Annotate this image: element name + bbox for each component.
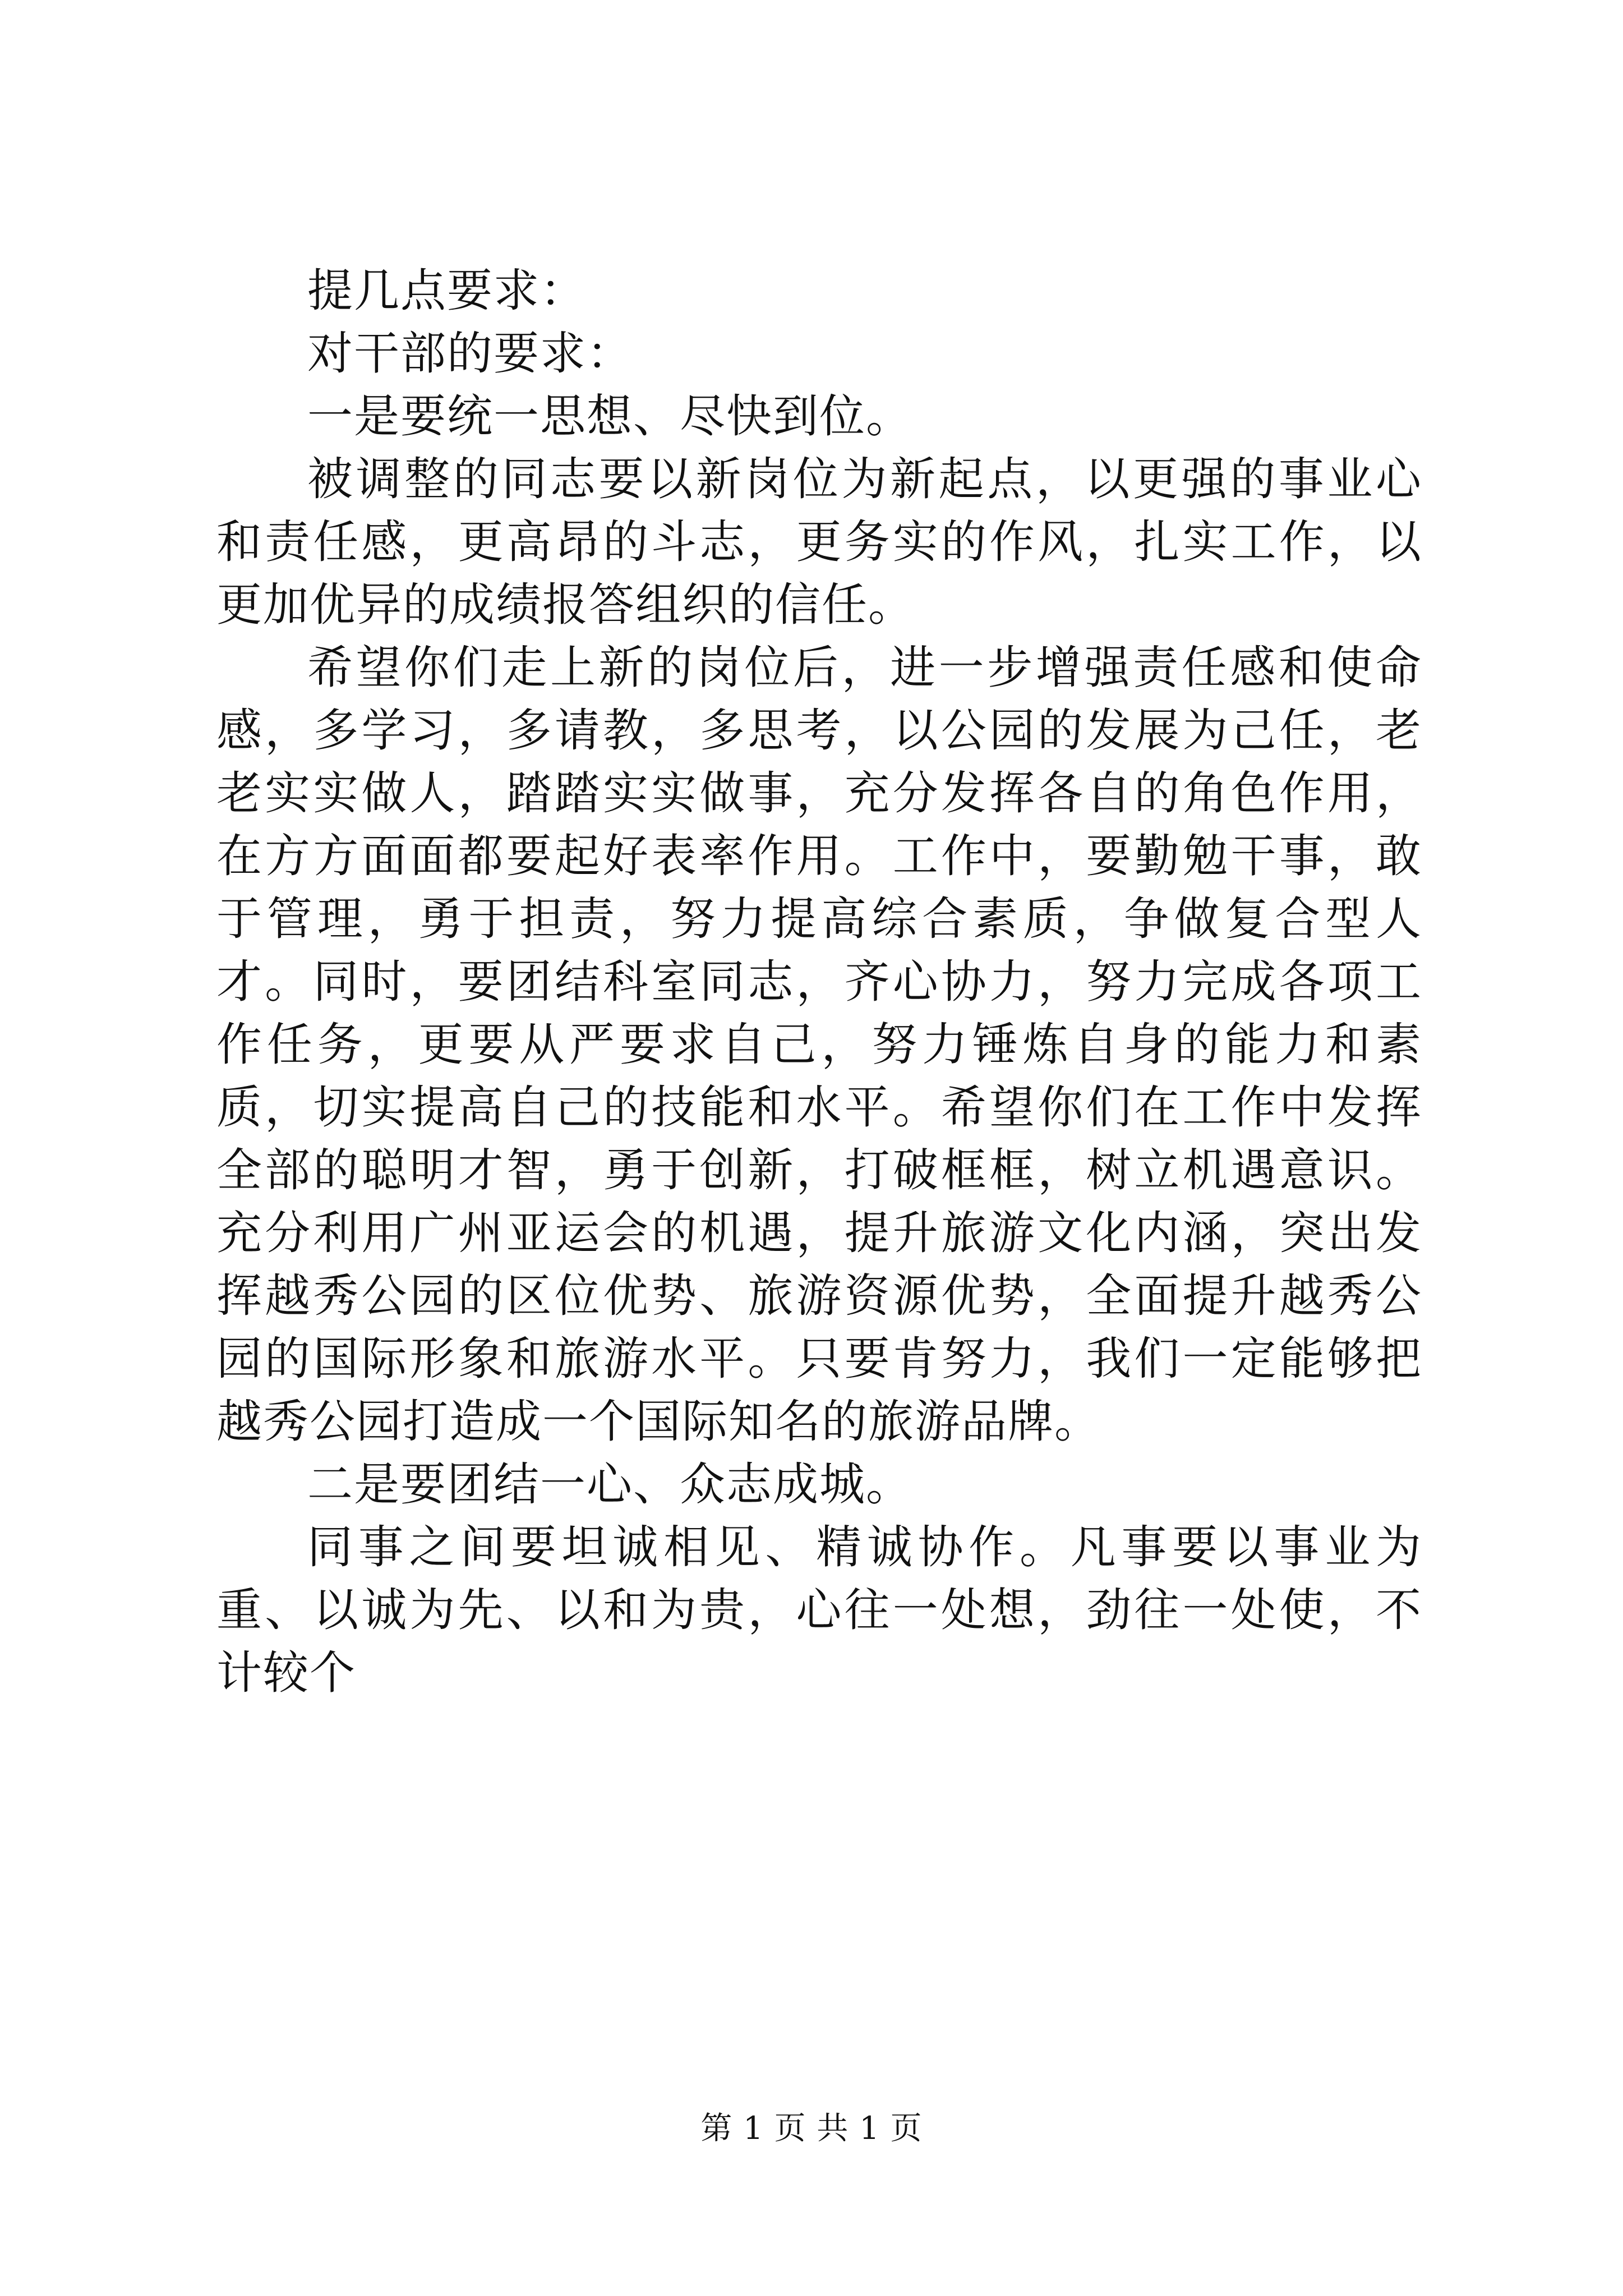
paragraph-hope-new-positions: 希望你们走上新的岗位后，进一步增强责任感和使命感，多学习，多请教，多思考，以公园的发展为己任，老老实实做人，踏踏实实做事，充分发挥各自的角色作用，在方方面面都要起好表率作用。工作中，要勤勉干事，敢于管理，勇于担责，努力提高综合素质，争做复合型人才。同时，要团结科室同志，齐心协力，努力完成各项工作任务，更要从严要求自己，努力锤炼自身的能力和素质，切实提高自己的技能和水平。希望你们在工作中发挥全部的聪明才智，勇于创新，打破框框，树立机遇意识。充分利用广州亚运会的机遇，提升旅游文化内涵，突出发挥越秀公园的区位优势、旅游资源优势，全面提升越秀公园的国际形象和旅游水平。只要肯努力，我们一定能够把越秀公园打造成一个国际知名的旅游品牌。 [216, 642, 1422, 1448]
paragraph-point-two-heading: 二是要团结一心、众志成城。 [307, 1458, 913, 1511]
paragraph-cadre-requirements: 对干部的要求： [307, 328, 634, 380]
document-body [216, 260, 1422, 1705]
paragraph-colleagues-cooperation: 同事之间要坦诚相见、精诚协作。凡事要以事业为重、以诚为先、以和为贵，心往一处想，劲往一处使，不计较个 [216, 1521, 1422, 1700]
paragraph-point-one-heading: 一是要统一思想、尽快到位。 [307, 390, 913, 443]
page-footer: 第 1 页 共 1 页 [700, 2110, 923, 2147]
paragraph-requirements-intro: 提几点要求： [307, 265, 587, 318]
paragraph-adjusted-comrades: 被调整的同志要以新岗位为新起点，以更强的事业心和责任感，更高昂的斗志，更务实的作风，扎实工作，以更加优异的成绩报答组织的信任。 [216, 453, 1422, 632]
